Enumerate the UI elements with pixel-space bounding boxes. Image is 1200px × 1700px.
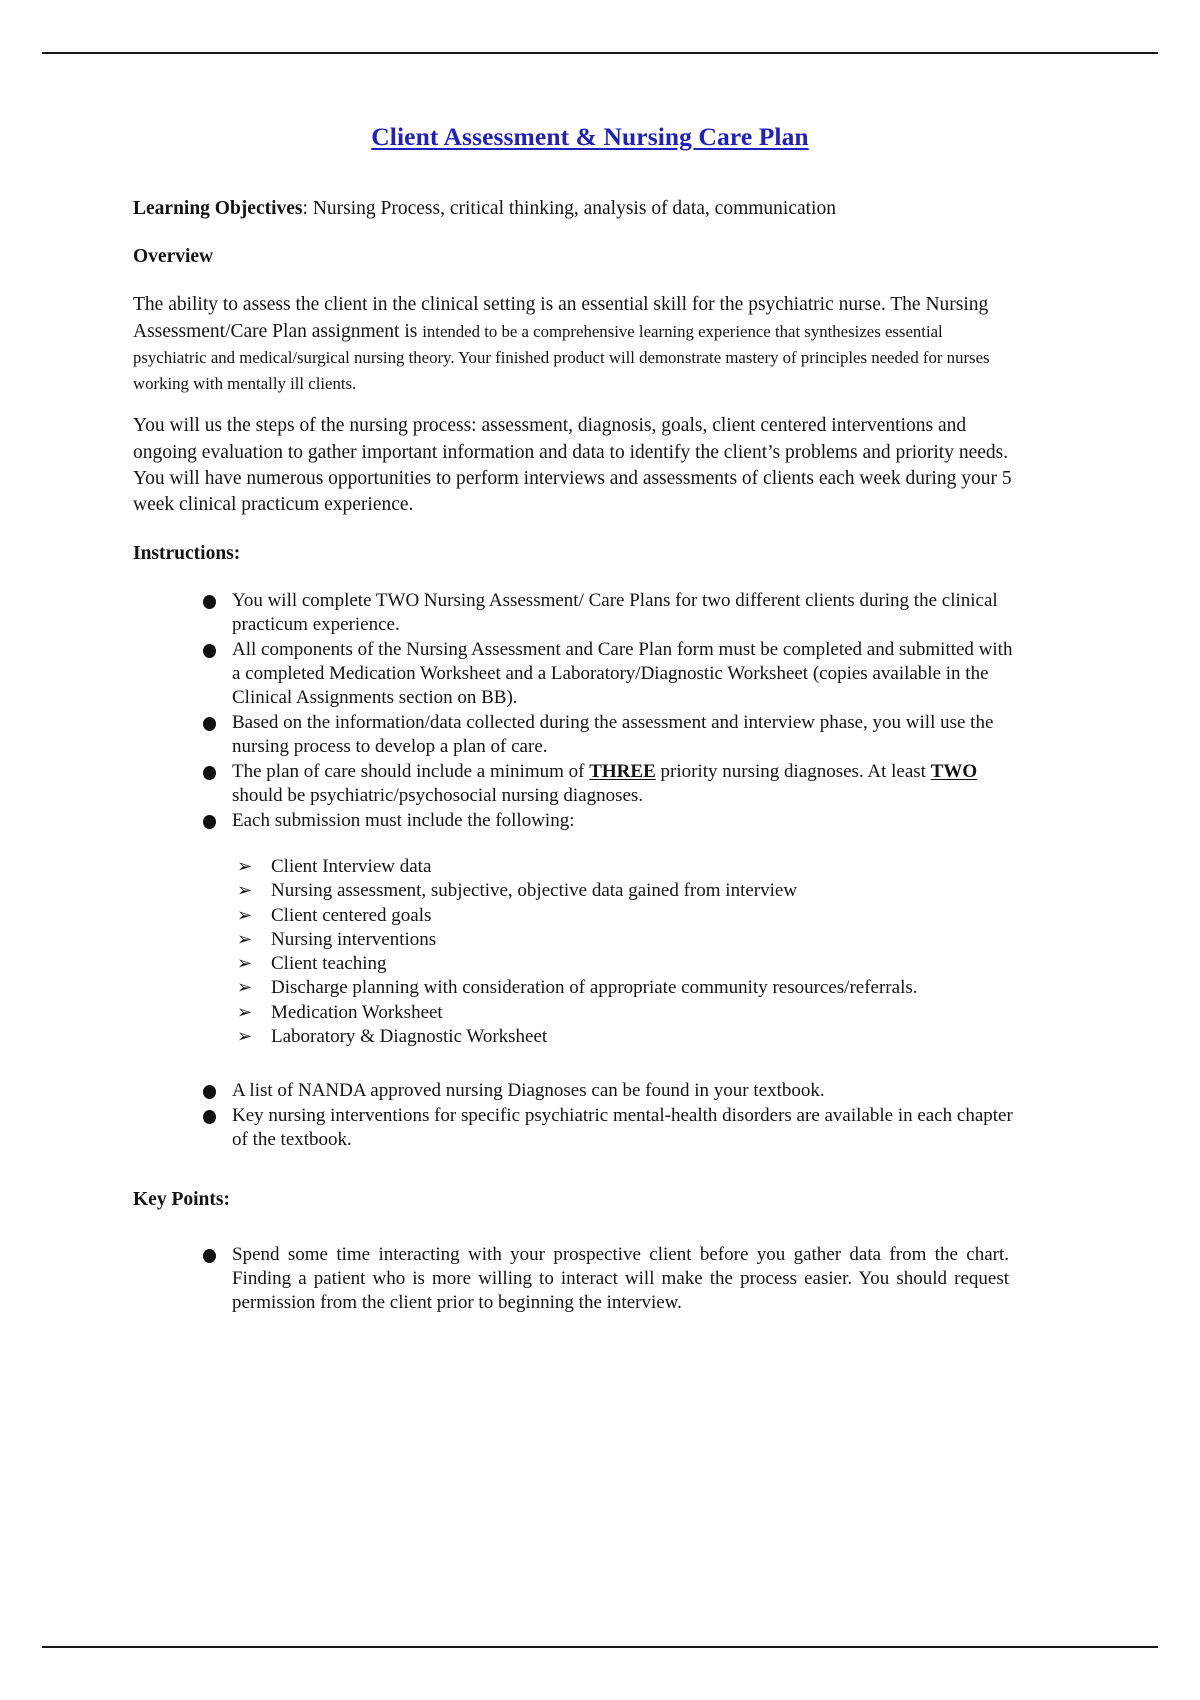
page-title: Client Assessment & Nursing Care Plan [371, 122, 809, 151]
arrow-bullet-icon: ➢ [237, 880, 253, 901]
submission-items-list [133, 855, 1013, 1049]
list-item-text: Spend some time interacting with your prospective client before you gather data from the chart. Finding a patient who is more willing to interact will make the process easier. You should request permission from the client prior to beginning the interview. [232, 1243, 1009, 1314]
sub-list-item [237, 904, 1013, 928]
list-item-text: A list of NANDA approved nursing Diagnoses can be found in your textbook. [232, 1080, 825, 1102]
document-content [133, 122, 1013, 1316]
arrow-bullet-icon: ➢ [237, 977, 253, 998]
overview-paragraph-1-large: The ability to assess the client in the clinical setting is an essential skill for the psychiatric nurse. The Nursing Assessment/Care Plan assignment is [133, 294, 989, 342]
diagnoses-text-part-2: priority nursing diagnoses. At least [655, 760, 931, 782]
list-item [201, 589, 1013, 638]
instructions-bullet-list [133, 589, 1013, 833]
sub-list-item-text: Medication Worksheet [271, 1001, 443, 1023]
arrow-bullet-icon: ➢ [237, 953, 253, 974]
bullet-dot-icon [203, 815, 216, 829]
sub-list-item [237, 976, 1013, 1000]
sub-list-item-text: Laboratory & Diagnostic Worksheet [271, 1025, 548, 1047]
list-item-diagnoses [201, 760, 1013, 809]
sub-list-item [237, 855, 1013, 879]
diagnoses-text-part-1: The plan of care should include a minimum of [232, 760, 590, 782]
sub-list-item [237, 1025, 1013, 1049]
sub-list-item-text: Client centered goals [271, 904, 432, 926]
bullet-dot-icon [203, 1249, 216, 1263]
list-item-submission [201, 809, 1013, 833]
list-item [201, 1243, 1013, 1316]
sub-list-item-text: Client teaching [271, 953, 387, 975]
bullet-dot-icon [203, 1085, 216, 1099]
diagnoses-text-part-3: should be psychiatric/psychosocial nursing diagnoses. [232, 785, 644, 807]
bullet-dot-icon [203, 717, 216, 731]
key-points-bullet-list [133, 1243, 1013, 1316]
closing-bullet-list [133, 1079, 1013, 1152]
list-item [201, 1079, 1013, 1103]
sub-list-item [237, 928, 1013, 952]
bullet-dot-icon [203, 766, 216, 780]
sub-list-item [237, 952, 1013, 976]
overview-paragraph-1 [133, 292, 1013, 397]
sub-list-item-text: Nursing assessment, subjective, objective data gained from interview [271, 880, 798, 902]
list-item-text: Each submission must include the following: [232, 809, 575, 831]
sub-list-item [237, 879, 1013, 903]
diagnoses-emphasis-two: TWO [930, 760, 978, 782]
instructions-heading: Instructions: [133, 542, 241, 564]
bullet-dot-icon [203, 595, 216, 609]
list-item-text: All components of the Nursing Assessment and Care Plan form must be completed and submitted with a completed Medication Worksheet and a Laboratory/Diagnostic Worksheet (copies available in the Clinical Assignments section on BB). [232, 638, 1013, 709]
arrow-bullet-icon: ➢ [237, 928, 253, 949]
arrow-bullet-icon: ➢ [237, 855, 253, 876]
overview-heading: Overview [133, 246, 214, 268]
arrow-bullet-icon: ➢ [237, 1025, 253, 1046]
learning-objectives-label: Learning Objectives [133, 198, 303, 219]
arrow-bullet-icon: ➢ [237, 904, 253, 925]
bullet-dot-icon [203, 1110, 216, 1124]
list-item [201, 638, 1013, 711]
sub-list-item-text: Nursing interventions [271, 928, 437, 950]
list-item-text: Based on the information/data collected during the assessment and interview phase, you will use the nursing process to develop a plan of care. [232, 711, 994, 758]
key-points-heading: Key Points: [133, 1188, 230, 1210]
arrow-bullet-icon: ➢ [237, 1001, 253, 1022]
sub-list-item-text: Client Interview data [271, 855, 432, 877]
list-item [201, 1104, 1013, 1153]
page-top-rule [42, 52, 1158, 54]
learning-objectives-line [133, 196, 1013, 222]
list-item-text: Key nursing interventions for specific psychiatric mental-health disorders are available in each chapter of the textbook. [232, 1104, 1013, 1151]
list-item [201, 711, 1013, 760]
sub-list-item [237, 1001, 1013, 1025]
diagnoses-emphasis-three: THREE [589, 760, 656, 782]
overview-paragraph-1-small: intended to be a comprehensive learning experience that synthesizes essential psychiatric and medical/surgical nursing theory. Your finished product will demonstrate mastery of principles needed for nurses working with mentally ill clients. [133, 321, 990, 394]
learning-objectives-text: : Nursing Process, critical thinking, analysis of data, communication [302, 198, 836, 219]
page-bottom-rule [42, 1646, 1158, 1648]
bullet-dot-icon [203, 644, 216, 658]
list-item-text: You will complete TWO Nursing Assessment/ Care Plans for two different clients during the clinical practicum experience. [232, 589, 998, 636]
sub-list-item-text: Discharge planning with consideration of appropriate community resources/referrals. [271, 977, 918, 999]
overview-paragraph-2: You will us the steps of the nursing process: assessment, diagnosis, goals, client centered interventions and ongoing evaluation to gather important information and data to identify the client’s problems and priority needs. You will have numerous opportunities to perform interviews and assessments of clients each week during your 5 week clinical practicum experience. [133, 415, 1012, 516]
